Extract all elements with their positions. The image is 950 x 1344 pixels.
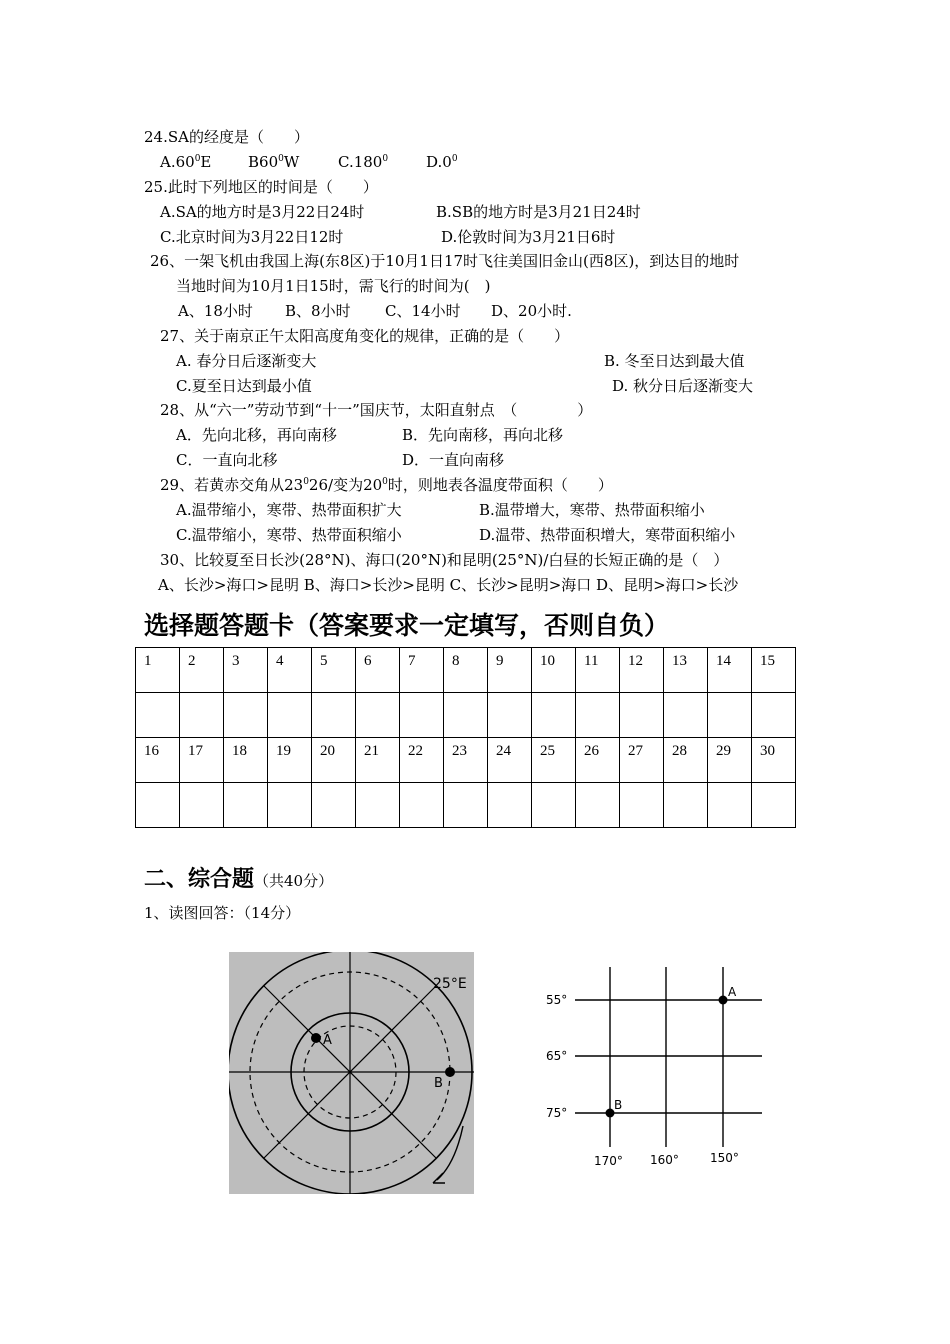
answer-card-number-cell: 17 xyxy=(180,738,224,783)
answer-card-number-cell: 20 xyxy=(312,738,356,783)
answer-card-number-cell: 5 xyxy=(312,648,356,693)
q24-option-b: $B60^0W$ xyxy=(248,153,300,171)
point-a-label: A xyxy=(728,985,737,999)
answer-card-number-cell: 21 xyxy=(356,738,400,783)
answer-card-answer-cell[interactable] xyxy=(312,693,356,738)
q24-option-c: C.180$^0$ xyxy=(338,153,389,171)
answer-card-number-cell: 23 xyxy=(444,738,488,783)
answer-card-answer-cell[interactable] xyxy=(532,693,576,738)
answer-card-number-cell: 4 xyxy=(268,648,312,693)
point-b-marker xyxy=(445,1067,455,1077)
answer-card-answer-cell[interactable] xyxy=(444,783,488,828)
answer-card-number-cell: 29 xyxy=(708,738,752,783)
q25-option-b: B.SB的地方时是3月21日24时 xyxy=(436,203,641,221)
q28-option-c: C．一直向北移 xyxy=(176,451,278,469)
answer-card-answer-cell[interactable] xyxy=(312,783,356,828)
q26-option-c: C、14小时 xyxy=(385,302,461,320)
polar-map-figure xyxy=(229,952,474,1194)
section2-score: （共40分） xyxy=(254,872,334,890)
q29-option-d: D.温带、热带面积增大，寒带面积缩小 xyxy=(479,526,736,544)
point-a-marker xyxy=(311,1033,321,1043)
answer-card-answer-row xyxy=(136,783,796,828)
answer-card-answer-cell[interactable] xyxy=(136,783,180,828)
answer-card-answer-cell[interactable] xyxy=(224,693,268,738)
answer-card-answer-cell[interactable] xyxy=(620,693,664,738)
answer-card-number-cell: 14 xyxy=(708,648,752,693)
q29-option-a: A.温带缩小，寒带、热带面积扩大 xyxy=(176,501,402,519)
answer-card-number-cell: 26 xyxy=(576,738,620,783)
answer-card-answer-cell[interactable] xyxy=(664,783,708,828)
answer-card-answer-cell[interactable] xyxy=(620,783,664,828)
lon-label-160: 160° xyxy=(650,1153,679,1167)
answer-card-answer-cell[interactable] xyxy=(488,783,532,828)
lat-label-75: 75° xyxy=(546,1106,568,1120)
answer-card-answer-cell[interactable] xyxy=(532,783,576,828)
point-b-label: B xyxy=(434,1076,443,1091)
q24-option-a: $A.60^0E$ xyxy=(160,153,212,171)
answer-card-answer-cell[interactable] xyxy=(444,693,488,738)
answer-card-table xyxy=(135,647,796,828)
q29-option-b: B.温带增大，寒带、热带面积缩小 xyxy=(479,501,705,519)
answer-card-number-cell: 28 xyxy=(664,738,708,783)
answer-card-number-cell: 15 xyxy=(752,648,796,693)
q24-option-d: $D.0^0$ xyxy=(426,153,458,171)
lon-label-150: 150° xyxy=(710,1151,739,1165)
answer-card-answer-cell[interactable] xyxy=(180,783,224,828)
answer-card-number-row xyxy=(136,738,796,783)
q25-option-c: C.北京时间为3月22日12时 xyxy=(160,228,344,246)
answer-card-number-cell: 3 xyxy=(224,648,268,693)
q25-option-d: D.伦敦时间为3月21日6时 xyxy=(441,228,616,246)
q27-option-a: A. 春分日后逐渐变大 xyxy=(176,352,317,370)
answer-card-number-cell: 16 xyxy=(136,738,180,783)
answer-card-answer-cell[interactable] xyxy=(136,693,180,738)
q26-stem-line1: 26、一架飞机由我国上海(东8区)于10月1日17时飞往美国旧金山(西8区)，到达目的地时 xyxy=(150,252,740,270)
answer-card-number-cell: 30 xyxy=(752,738,796,783)
q30-stem: 30、比较夏至日长沙(28°N)、海口(20°N)和昆明(25°N)/白昼的长短正确的是（ ） xyxy=(160,551,729,569)
q26-option-a: A、18小时 xyxy=(178,302,253,320)
answer-card-number-cell: 25 xyxy=(532,738,576,783)
grid-map-figure xyxy=(540,962,775,1172)
answer-card-number-cell: 10 xyxy=(532,648,576,693)
q26-option-b: B、8小时 xyxy=(285,302,351,320)
longitude-label-25e: 25°E xyxy=(433,976,467,992)
lat-label-65: 65° xyxy=(546,1049,568,1063)
answer-card-number-cell: 9 xyxy=(488,648,532,693)
q25-stem: 25.此时下列地区的时间是（ ） xyxy=(144,178,378,196)
q29-stem: 29、若黄赤交角从$23^026/$变为$20^0$时，则地表各温度带面积（ ） xyxy=(160,476,613,494)
answer-card-number-cell: 22 xyxy=(400,738,444,783)
answer-card-number-cell: 2 xyxy=(180,648,224,693)
answer-card-answer-cell[interactable] xyxy=(576,783,620,828)
answer-card-number-cell: 19 xyxy=(268,738,312,783)
answer-card-number-cell: 13 xyxy=(664,648,708,693)
answer-card-number-cell: 27 xyxy=(620,738,664,783)
q27-option-d: D. 秋分日后逐渐变大 xyxy=(612,377,754,395)
q28-option-b: B．先向南移，再向北移 xyxy=(402,426,564,444)
point-b-label: B xyxy=(614,1098,623,1112)
q24-stem: 24.SA的经度是（ ） xyxy=(144,128,309,146)
q27-option-b: B. 冬至日达到最大值 xyxy=(604,352,745,370)
q25-option-a: A.SA的地方时是3月22日24时 xyxy=(160,203,365,221)
answer-card-answer-cell[interactable] xyxy=(268,783,312,828)
q27-stem: 27、关于南京正午太阳高度角变化的规律，正确的是（ ） xyxy=(160,327,570,345)
q28-option-d: D．一直向南移 xyxy=(402,451,505,469)
answer-card-answer-row xyxy=(136,693,796,738)
answer-card-answer-cell[interactable] xyxy=(664,693,708,738)
answer-card-answer-cell[interactable] xyxy=(224,783,268,828)
answer-card-number-row xyxy=(136,648,796,693)
q30-options: A、长沙>海口>昆明 B、海口>长沙>昆明 C、长沙>昆明>海口 D、昆明>海口>长沙 xyxy=(158,576,739,594)
answer-card-number-cell: 8 xyxy=(444,648,488,693)
answer-card-answer-cell[interactable] xyxy=(400,783,444,828)
answer-card-number-cell: 11 xyxy=(576,648,620,693)
answer-card-answer-cell[interactable] xyxy=(576,693,620,738)
answer-card-answer-cell[interactable] xyxy=(752,783,796,828)
answer-card-number-cell: 1 xyxy=(136,648,180,693)
answer-card-answer-cell[interactable] xyxy=(400,693,444,738)
q28-stem: 28、从“六一”劳动节到“十一”国庆节，太阳直射点 （ ） xyxy=(160,401,593,419)
answer-card-number-cell: 18 xyxy=(224,738,268,783)
q26-stem-line2: 当地时间为10月1日15时，需飞行的时间为( ) xyxy=(176,277,491,295)
answer-card-answer-cell[interactable] xyxy=(708,783,752,828)
q27-option-c: C.夏至日达到最小值 xyxy=(176,377,312,395)
q29-option-c: C.温带缩小，寒带、热带面积缩小 xyxy=(176,526,402,544)
q28-option-a: A．先向北移，再向南移 xyxy=(176,426,337,444)
answer-card-answer-cell[interactable] xyxy=(356,693,400,738)
answer-card-number-cell: 7 xyxy=(400,648,444,693)
answer-card-answer-cell[interactable] xyxy=(268,693,312,738)
answer-card-answer-cell[interactable] xyxy=(356,783,400,828)
point-a-marker xyxy=(719,996,728,1005)
answer-card-number-cell: 24 xyxy=(488,738,532,783)
answer-card-answer-cell[interactable] xyxy=(708,693,752,738)
answer-card-title: 选择题答题卡（答案要求一定填写，否则自负） xyxy=(144,611,670,640)
section2-heading xyxy=(144,862,333,893)
point-a-label: A xyxy=(323,1033,332,1048)
lon-label-170: 170° xyxy=(594,1154,623,1168)
q26-option-d: D、20小时. xyxy=(491,302,572,320)
answer-card-answer-cell[interactable] xyxy=(180,693,224,738)
answer-card-answer-cell[interactable] xyxy=(488,693,532,738)
section2-q1-stem: 1、读图回答：（14分） xyxy=(144,904,301,922)
answer-card-answer-cell[interactable] xyxy=(752,693,796,738)
answer-card-number-cell: 6 xyxy=(356,648,400,693)
section2-title: 二、综合题 xyxy=(144,867,255,892)
lat-label-55: 55° xyxy=(546,993,568,1007)
answer-card-number-cell: 12 xyxy=(620,648,664,693)
